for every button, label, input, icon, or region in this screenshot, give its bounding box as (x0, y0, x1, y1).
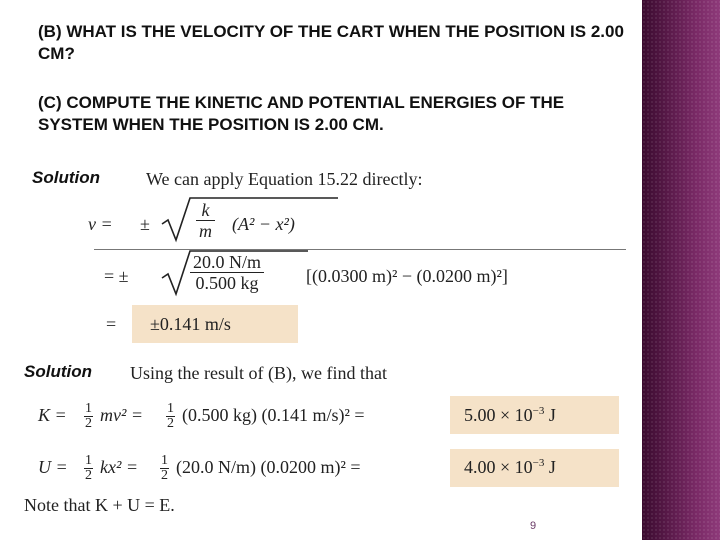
eq1-num: k (196, 200, 215, 221)
k-calc: (0.500 kg) (0.141 m/s)² = (182, 405, 365, 425)
k-half-1-den: 2 (85, 416, 92, 431)
decorative-side-bar (642, 0, 720, 540)
question-b-heading: (B) WHAT IS THE VELOCITY OF THE CART WHEN THE POSITION IS 2.00 CM? (38, 22, 624, 63)
u-result (464, 457, 556, 478)
u-result-mantissa: 4.00 × 10 (464, 457, 533, 477)
note-text: Note that K + U = E. (24, 495, 175, 515)
solution-1-text: We can apply Equation 15.22 directly: (146, 169, 423, 189)
u-calc: (20.0 N/m) (0.0200 m)² = (176, 457, 361, 477)
k-half-1 (84, 402, 93, 431)
page-number: 9 (530, 520, 537, 532)
eq2-equals: = ± (104, 266, 129, 286)
solution-label-1: Solution (32, 168, 100, 187)
u-half-1-num: 1 (85, 453, 92, 468)
eq2-fraction (190, 252, 264, 293)
k-expr: mv² = (100, 405, 144, 425)
k-result-unit: J (548, 405, 556, 425)
k-half-2-den: 2 (167, 416, 174, 431)
u-result-exponent: −3 (532, 457, 545, 469)
eq3-result: ±0.141 m/s (150, 314, 231, 334)
u-expr: kx² = (100, 457, 139, 477)
eq1-den: m (199, 221, 212, 241)
eq2-rest: [(0.0300 m)² − (0.0200 m)²] (306, 266, 508, 286)
u-half-1 (84, 454, 93, 483)
k-result-exponent: −3 (532, 405, 545, 417)
eq1-fraction (196, 200, 215, 241)
solution-2-text: Using the result of (B), we find that (130, 363, 387, 383)
k-half-2 (166, 402, 175, 431)
eq3-equals: = (106, 314, 117, 334)
eq1-lhs: v = (88, 214, 113, 234)
k-lhs: K = (38, 405, 67, 425)
eq1-plus-minus: ± (140, 214, 150, 234)
u-half-2 (160, 454, 169, 483)
u-half-2-den: 2 (161, 468, 168, 483)
solution-label-2: Solution (24, 362, 92, 381)
question-c-heading: (C) COMPUTE THE KINETIC AND POTENTIAL ENERGIES OF THE SYSTEM WHEN THE POSITION IS 2.00 CM. (38, 93, 565, 134)
u-half-2-num: 1 (161, 453, 168, 468)
eq1-rest: (A² − x²) (232, 214, 295, 234)
u-result-unit: J (548, 457, 556, 477)
k-result (464, 405, 556, 426)
eq2-num: 20.0 N/m (190, 252, 264, 273)
u-lhs: U = (38, 457, 68, 477)
u-half-1-den: 2 (85, 468, 92, 483)
eq2-den: 0.500 kg (195, 273, 259, 293)
k-result-mantissa: 5.00 × 10 (464, 405, 533, 425)
k-half-2-num: 1 (167, 401, 174, 416)
k-half-1-num: 1 (85, 401, 92, 416)
